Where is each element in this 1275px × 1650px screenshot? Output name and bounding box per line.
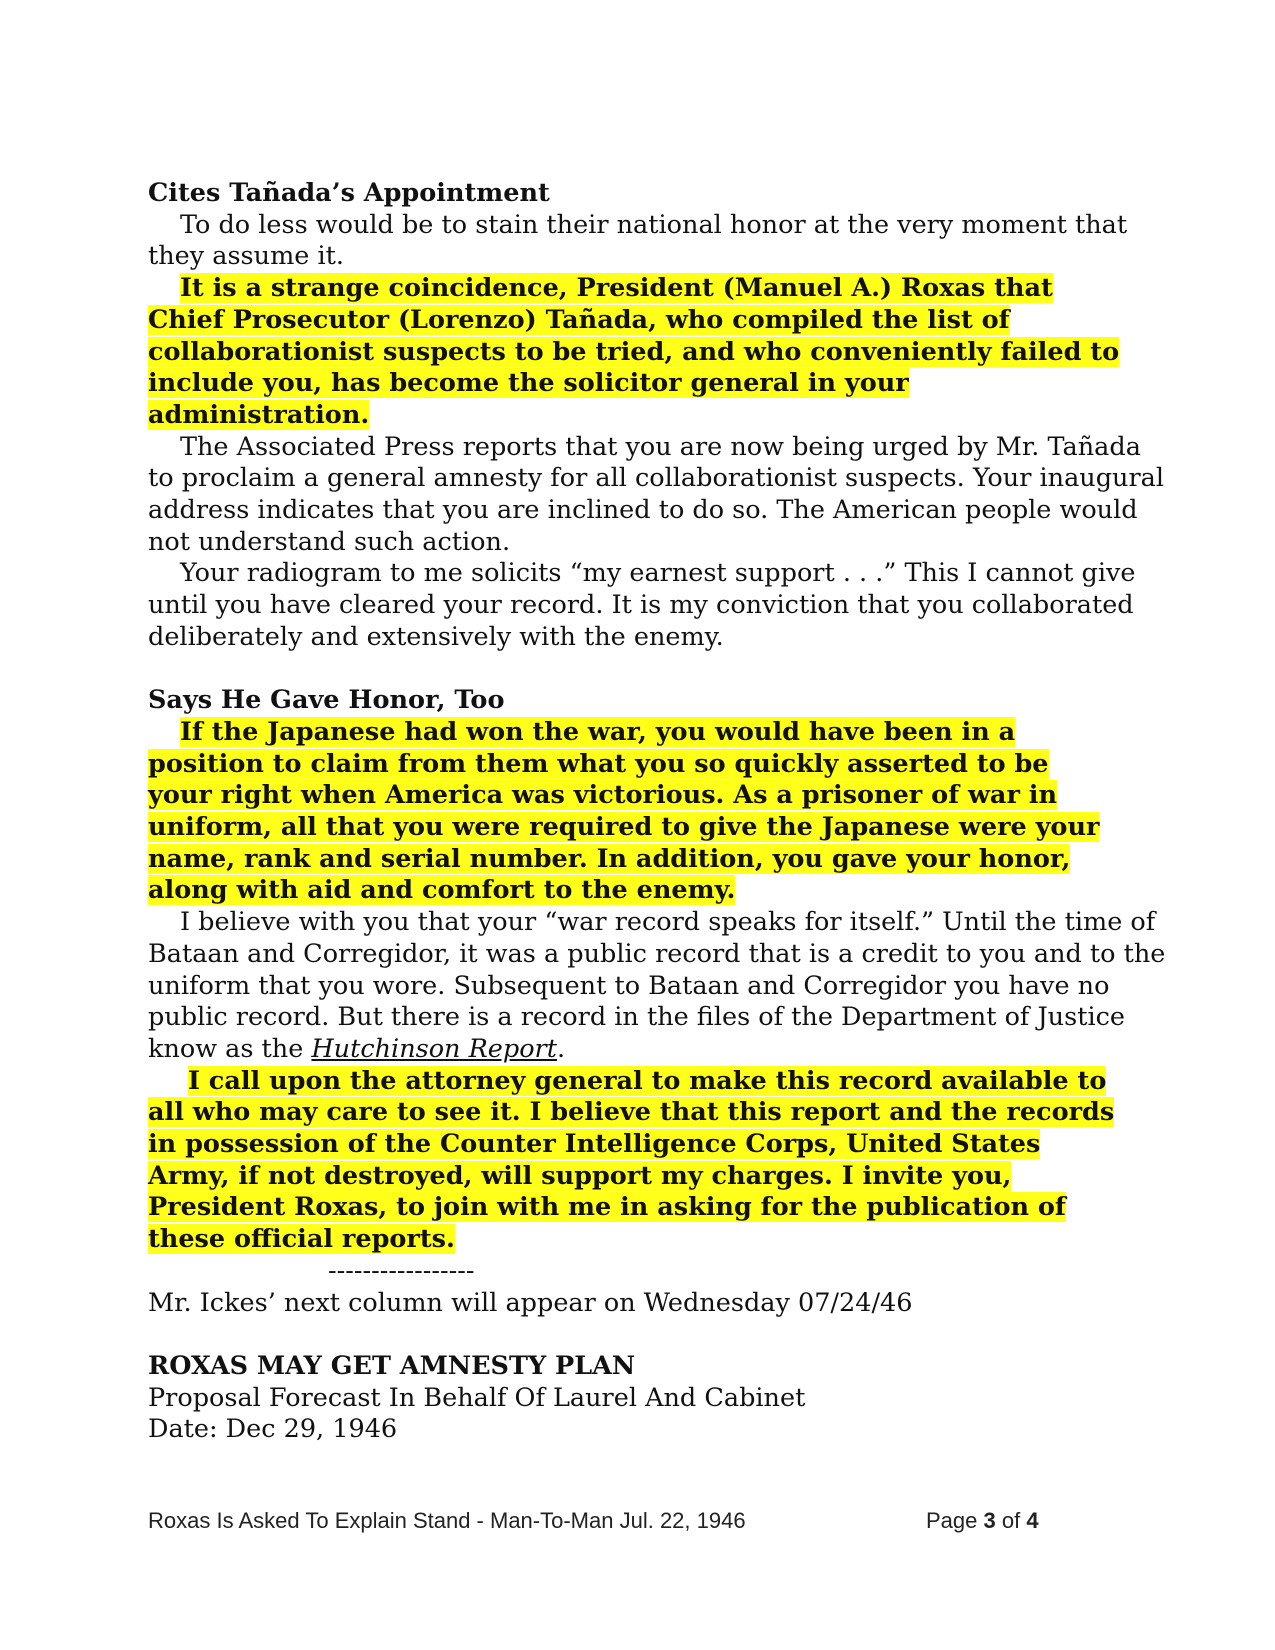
highlighted-line: collaborationist suspects to be tried, and who conveniently failed to [148, 336, 1120, 367]
divider: ----------------- [328, 1255, 475, 1286]
article-subtitle: Proposal Forecast In Behalf Of Laurel And Cabinet [148, 1382, 806, 1413]
highlighted-line: along with aid and comfort to the enemy. [148, 875, 736, 906]
paragraph-line: address indicates that you are inclined to do so. The American people would [148, 495, 1138, 526]
highlighted-line: If the Japanese had won the war, you would have been in a [180, 716, 1016, 747]
section-heading: Cites Tañada’s Appointment [148, 178, 550, 208]
paragraph-line: deliberately and extensively with the enemy. [148, 621, 724, 652]
paragraph-line: Bataan and Corregidor, it was a public record that is a credit to you and to the [148, 938, 1166, 969]
paragraph-line: not understand such action. [148, 526, 511, 557]
next-column-note: Mr. Ickes’ next column will appear on Wednesday 07/24/46 [148, 1287, 913, 1318]
paragraph-line: Your radiogram to me solicits “my earnest support . . .” This I cannot give [180, 558, 1136, 589]
highlighted-line: uniform, all that you were required to give the Japanese were your [148, 812, 1100, 843]
highlighted-line: administration. [148, 399, 370, 430]
paragraph-line: public record. But there is a record in the files of the Department of Justice [148, 1002, 1125, 1033]
paragraph-line: to proclaim a general amnesty for all collaborationist suspects. Your inaugural [148, 463, 1165, 494]
highlighted-line: include you, has become the solicitor general in your [148, 368, 909, 399]
highlighted-line: name, rank and serial number. In addition, you gave your honor, [148, 843, 1071, 874]
highlighted-line: your right when America was victorious. As a prisoner of war in [148, 780, 1057, 811]
section-heading: Says He Gave Honor, Too [148, 685, 505, 716]
highlighted-line: President Roxas, to join with me in asking for the publication of [148, 1192, 1066, 1223]
highlighted-line: position to claim from them what you so quickly asserted to be [148, 748, 1049, 779]
document-body [148, 178, 1166, 1446]
report-title: Hutchinson Report [311, 1033, 557, 1064]
article-date: Date: Dec 29, 1946 [148, 1414, 398, 1445]
paragraph-line: uniform that you wore. Subsequent to Bataan and Corregidor you have no [148, 970, 1110, 1001]
highlighted-line: these official reports. [148, 1224, 455, 1255]
paragraph-line: I believe with you that your “war record speaks for itself.” Until the time of [180, 907, 1156, 938]
article-title: ROXAS MAY GET AMNESTY PLAN [148, 1350, 636, 1381]
paragraph-line: they assume it. [148, 241, 344, 272]
paragraph-line: know as the Hutchinson Report. [148, 1033, 566, 1064]
highlighted-line: in possession of the Counter Intelligence Corps, United States [148, 1129, 1041, 1160]
paragraph-line: The Associated Press reports that you are now being urged by Mr. Tañada [180, 431, 1141, 462]
highlighted-line: all who may care to see it. I believe that this report and the records [148, 1097, 1115, 1128]
highlighted-line: It is a strange coincidence, President (Manuel A.) Roxas that [180, 273, 1053, 304]
paragraph-line: until you have cleared your record. It is my conviction that you collaborated [148, 590, 1134, 621]
highlighted-line: Army, if not destroyed, will support my charges. I invite you, [148, 1160, 1012, 1191]
highlighted-line: I call upon the attorney general to make this record available to [188, 1065, 1107, 1096]
highlighted-line: Chief Prosecutor (Lorenzo) Tañada, who compiled the list of [148, 304, 1010, 335]
footer-title: Roxas Is Asked To Explain Stand - Man-To-Man Jul. 22, 1946 [148, 1508, 746, 1533]
paragraph-line: To do less would be to stain their national honor at the very moment that [180, 209, 1128, 240]
page-number: Page 3 of 4 [926, 1508, 1039, 1533]
